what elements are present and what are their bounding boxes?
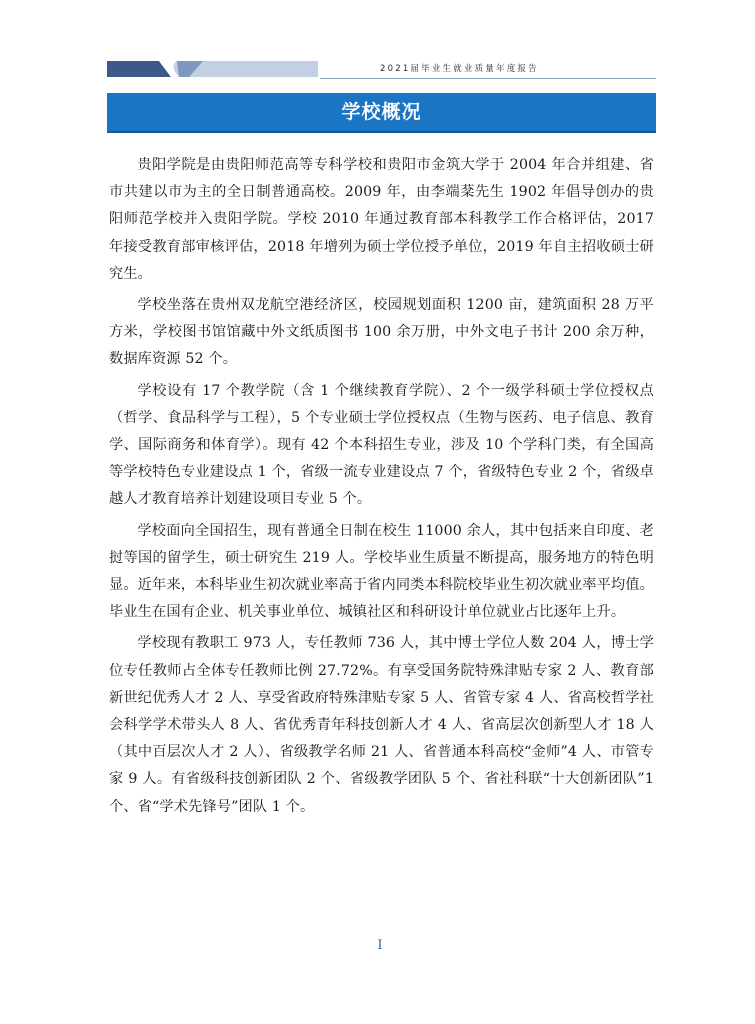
section-heading-bar bbox=[107, 93, 656, 133]
paragraph-disciplines: 学校设有 17 个教学院（含 1 个继续教育学院）、2 个一级学科硕士学位授权点（哲学、食品科学与工程），5 个专业硕士学位授权点（生物与医药、电子信息、教育学、国际商务和体育学）。现有 42 个本科招生专业，涉及 10 个学科门类，有全国高等学校特色专业建设点 1 个，省级一流专业建设点 7 个，省级特色专业 2 个，省级卓越人才教育培养计划建设项目专业 5 个。 bbox=[109, 382, 654, 508]
paragraph-faculty: 学校现有教职工 973 人，专任教师 736 人，其中博士学位人数 204 人，博士学位专任教师占全体专任教师比例 27.72%。有享受国务院特殊津贴专家 2 人、教育部新世纪优秀人才 2 人、享受省政府特殊津贴专家 5 人、省管专家 4 人、省高校哲学社会科学学术带头人 8 人、省优秀青年科技创新人才 4 人、省高层次创新型人才 18 人（其中百层次人才 2 人）、省级教学名师 21 人、省普通本科高校“金师”4 人、市管专家 9 人。有省级科技创新团队 2 个、省级教学团队 5 个、省社科联“十大创新团队”1 个、省“学术先锋号”团队 1 个。 bbox=[109, 635, 654, 815]
body-content bbox=[109, 152, 654, 825]
paragraph-students: 学校面向全国招生，现有普通全日制在校生 11000 余人，其中包括来自印度、老挝等国的留学生，硕士研究生 219 人。学校毕业生质量不断提高，服务地方的特色明显。近年来，本科毕业生初次就业率高于省内同类本科院校毕业生初次就业率平均值。毕业生在国有企业、机关事业单位、城镇社区和科研设计单位就业占比逐年上升。 bbox=[109, 522, 654, 621]
header-logo-graphic bbox=[107, 61, 318, 77]
header-logo-band bbox=[107, 61, 318, 77]
paragraph-history: 贵阳学院是由贵阳师范高等专科学校和贵阳市金筑大学于 2004 年合并组建、省市共建以市为主的全日制普通高校。2009 年，由李端棻先生 1902 年倡导创办的贵阳师范学校并入贵阳学院。学校 2010 年通过教育部本科教学工作合格评估，2017 年接受教育部审核评估，2018 年增列为硕士学位授予单位，2019 年自主招收硕士研究生。 bbox=[109, 157, 654, 282]
header-divider bbox=[320, 78, 656, 79]
page-number: I bbox=[377, 938, 383, 953]
section-title: 学校概况 bbox=[341, 101, 422, 123]
paragraph-campus: 学校坐落在贵州双龙航空港经济区，校园规划面积 1200 亩，建筑面积 28 万平方米，学校图书馆馆藏中外文纸质图书 100 余万册，中外文电子书计 200 余万种，数据库资源 52 个。 bbox=[109, 297, 654, 368]
report-title: 2021届毕业生就业质量年度报告 bbox=[380, 64, 539, 74]
